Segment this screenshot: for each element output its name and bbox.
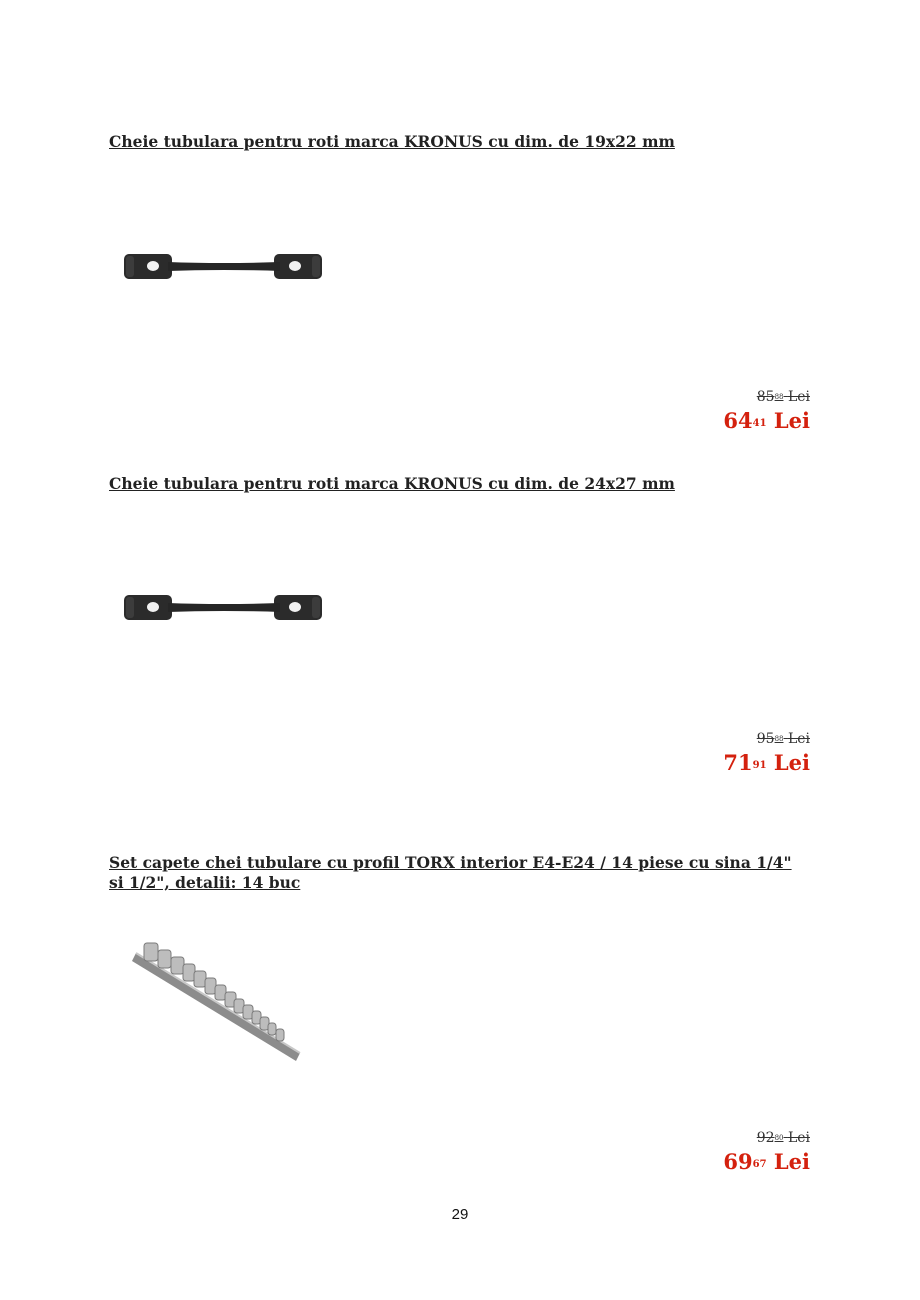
new-price-currency: Lei [773, 408, 810, 433]
price-block [723, 1129, 810, 1178]
old-price-whole: 92 [756, 1130, 775, 1146]
new-price-cents: 41 [752, 418, 767, 429]
new-price [723, 408, 810, 437]
old-price [723, 1129, 810, 1147]
old-price-cents: 88 [774, 393, 784, 401]
old-price-whole: 95 [756, 731, 775, 747]
new-price [723, 750, 810, 779]
price-block [723, 388, 810, 437]
product-title[interactable]: Cheie tubulara pentru roti marca KRONUS cu dim. de 19x22 mm [109, 132, 675, 151]
old-price-currency: Lei [787, 1130, 810, 1146]
new-price-whole: 64 [723, 408, 753, 433]
old-price-currency: Lei [787, 389, 810, 405]
new-price-currency: Lei [773, 1149, 810, 1174]
product-title[interactable]: Cheie tubulara pentru roti marca KRONUS cu dim. de 24x27 mm [109, 474, 675, 493]
old-price-cents: 80 [774, 1134, 784, 1142]
old-price [723, 388, 810, 406]
new-price-cents: 91 [752, 760, 767, 771]
old-price-currency: Lei [787, 731, 810, 747]
page-number: 29 [451, 1206, 469, 1223]
socket-set-image [130, 935, 310, 1070]
new-price-whole: 69 [723, 1149, 753, 1174]
old-price-whole: 85 [756, 389, 775, 405]
socket-wrench-image [124, 593, 324, 623]
old-price-cents: 88 [774, 735, 784, 743]
socket-wrench-image [124, 252, 324, 282]
new-price [723, 1149, 810, 1178]
old-price [723, 730, 810, 748]
new-price-whole: 71 [723, 750, 753, 775]
price-block [723, 730, 810, 779]
new-price-cents: 67 [752, 1159, 767, 1170]
product-title[interactable]: Set capete chei tubulare cu profil TORX interior E4-E24 / 14 piese cu sina 1/4" si 1/2", detalii: 14 buc [109, 853, 792, 892]
new-price-currency: Lei [773, 750, 810, 775]
